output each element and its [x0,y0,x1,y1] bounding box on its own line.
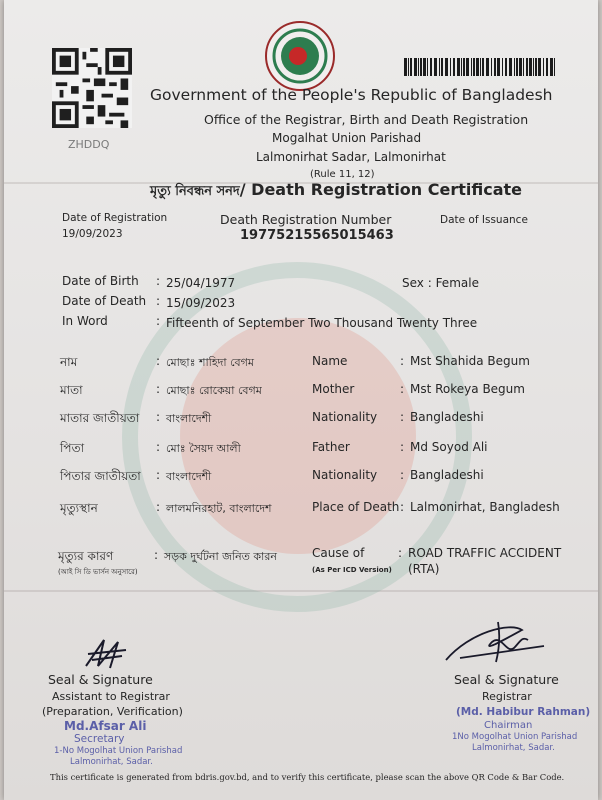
row-en-label: Father [312,440,350,454]
row-en-value: Bangladeshi [410,468,484,482]
right-stamp-title: Chairman [484,720,533,731]
left-stamp-title: Secretary [74,733,125,745]
right-stamp-location: Lalmonirhat, Sadar. [472,743,555,753]
registration-number: 19775215565015463 [240,228,394,243]
row-en-value: Lalmonirhat, Bangladesh [410,500,560,514]
office-name: Office of the Registrar, Birth and Death Registration [204,112,529,127]
row-en-label: Name [312,354,348,368]
qr-caption: ZHDDQ [68,138,110,151]
colon: : [156,410,161,424]
colon: : [156,274,161,288]
left-stamp-location: Lalmonirhat, Sadar. [70,757,153,767]
government-seal-icon [264,20,336,92]
dob-value: 25/04/1977 [166,276,236,290]
barcode-icon[interactable] [404,58,558,76]
colon: : [156,468,161,482]
cause-value-line1: ROAD TRAFFIC ACCIDENT [408,546,562,560]
colon: : [400,410,405,424]
government-name: Government of the People's Republic of Bangladesh [150,86,553,104]
right-stamp-name: (Md. Habibur Rahman) [456,706,591,718]
colon: : [156,440,161,454]
colon: : [400,382,405,396]
registration-date-label: Date of Registration [62,212,168,224]
row-en-label: Mother [312,382,355,396]
colon: : [400,468,405,482]
inword-label: In Word [62,314,108,328]
certificate-paper [4,0,598,800]
right-stamp-org: 1No Mogolhat Union Parishad [452,732,578,742]
row-en-value: Bangladeshi [410,410,484,424]
rule-text: (Rule 11, 12) [310,169,375,180]
certificate-title [150,180,522,203]
row-en-value: Md Soyod Ali [410,440,488,454]
row-en-label: Nationality [312,410,378,424]
issuance-date-label: Date of Issuance [440,214,528,226]
sex-value: Sex : Female [402,276,479,290]
dob-label: Date of Birth [62,274,139,288]
colon: : [400,500,405,514]
row-en-label: Nationality [312,468,378,482]
row-bn-value: লালমনিরহাট, বাংলাদেশ [166,502,272,515]
title-bangla: মৃত্যু নিবন্ধন সনদ [150,184,240,199]
dod-label: Date of Death [62,294,147,308]
cause-bn-label: মৃত্যুর কারণ [58,549,114,563]
left-stamp-org: 1-No Mogolhat Union Parishad [54,746,183,756]
right-signature-icon [440,612,550,672]
left-seal-label: Seal & Signature [48,672,153,687]
qr-code-icon[interactable] [52,48,132,128]
row-bn-label: নাম [60,355,78,369]
left-stamp-name: Md.Afsar Ali [64,719,147,733]
cause-bn-note: (আই সি ডি ভার্সন অনুসারে) [58,568,138,576]
footer-note: This certificate is generated from bdris.gov.bd, and to verify this certificate, please scan the above QR Code & Bar Code. [50,772,565,782]
colon: : [398,546,403,560]
cause-en-label: Cause of [312,546,365,560]
row-en-label: Place of Death [312,500,400,514]
inword-value: Fifteenth of September Two Thousand Twenty Three [166,316,478,330]
row-bn-value: মোঃ সৈয়দ আলী [166,442,241,455]
colon: : [156,500,161,514]
right-seal-label: Seal & Signature [454,672,559,687]
row-bn-label: পিতা [60,441,85,455]
row-en-value: Mst Shahida Begum [410,354,530,368]
cause-bn-value: সড়ক দুর্ঘটনা জনিত কারন [164,550,277,563]
left-signature-icon [82,636,130,672]
cause-en-note: (As Per ICD Version) [312,566,392,574]
registration-date: 19/09/2023 [62,228,123,240]
row-bn-label: মাতা [60,383,83,397]
colon: : [156,314,161,328]
right-role: Registrar [482,690,532,703]
left-role-2: (Preparation, Verification) [42,705,183,718]
colon: : [400,354,405,368]
row-bn-label: মৃত্যুস্থান [60,501,98,515]
registration-number-label: Death Registration Number [220,212,392,227]
title-english: / Death Registration Certificate [239,180,523,199]
location-name: Lalmonirhat Sadar, Lalmonirhat [256,150,446,164]
parishad-name: Mogalhat Union Parishad [272,131,422,145]
dod-value: 15/09/2023 [166,296,236,310]
row-en-value: Mst Rokeya Begum [410,382,525,396]
colon: : [154,548,159,562]
left-role: Assistant to Registrar [52,690,170,703]
row-bn-value: মোছাঃ শাহিদা বেগম [166,356,254,369]
row-bn-label: মাতার জাতীয়তা [60,411,140,425]
colon: : [156,382,161,396]
colon: : [400,440,405,454]
row-bn-value: বাংলাদেশী [166,470,212,483]
colon: : [156,354,161,368]
cause-value-line2: (RTA) [408,562,440,576]
row-bn-value: বাংলাদেশী [166,412,212,425]
colon: : [156,294,161,308]
row-bn-label: পিতার জাতীয়তা [60,469,141,483]
row-bn-value: মোছাঃ রোকেয়া বেগম [166,384,262,397]
